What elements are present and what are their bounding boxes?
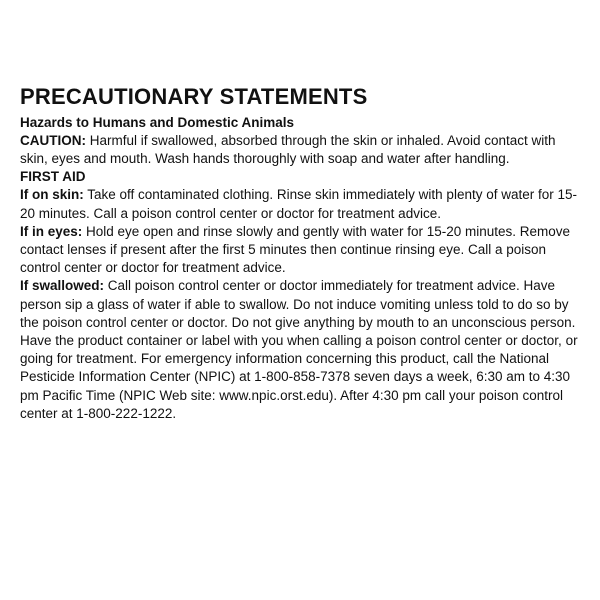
swallowed-text: Call poison control center or doctor immediately for treatment advice. Have person sip a glass of water if able to swallow. Do not induce vomiting unless told to do so by the poison control center or doctor. Do not give anything by mouth to an unconscious person. (20, 278, 576, 330)
precautionary-label (20, 84, 585, 423)
eyes-instruction (20, 223, 585, 278)
swallowed-instruction (20, 277, 585, 332)
caution-statement (20, 132, 585, 168)
eyes-lead: If in eyes: (20, 223, 83, 239)
caution-text: Harmful if swallowed, absorbed through the skin or inhaled. Avoid contact with skin, eyes and mouth. Wash hands thoroughly with soap and water after handling. (20, 133, 556, 167)
skin-instruction (20, 186, 585, 222)
hazards-heading: Hazards to Humans and Domestic Animals (20, 115, 295, 130)
skin-lead: If on skin: (20, 187, 84, 203)
eyes-text: Hold eye open and rinse slowly and gently with water for 15-20 minutes. Remove contact lenses if present after the first 5 minutes then continue rinsing eye. Call a poison control center or doctor for treatment advice. (20, 223, 571, 276)
caution-lead: CAUTION: (20, 133, 86, 148)
swallowed-lead: If swallowed: (20, 278, 105, 294)
label-title: PRECAUTIONARY STATEMENTS (20, 84, 368, 109)
closing-statement: Have the product container or label with you when calling a poison control center or doctor, or going for treatment. For emergency information concerning this product, call the National Pesticide Information Center (NPIC) at 1-800-858-7378 seven days a week, 6:30 am to 4:30 pm Pacific Time (NPIC Web site: www.npic.orst.edu). After 4:30 pm call your poison control center at 1-800-222-1222. (20, 333, 578, 421)
skin-text: Take off contaminated clothing. Rinse skin immediately with plenty of water for 15-20 minutes. Call a poison control center or doctor for treatment advice. (20, 187, 577, 221)
first-aid-heading: FIRST AID (20, 169, 86, 185)
